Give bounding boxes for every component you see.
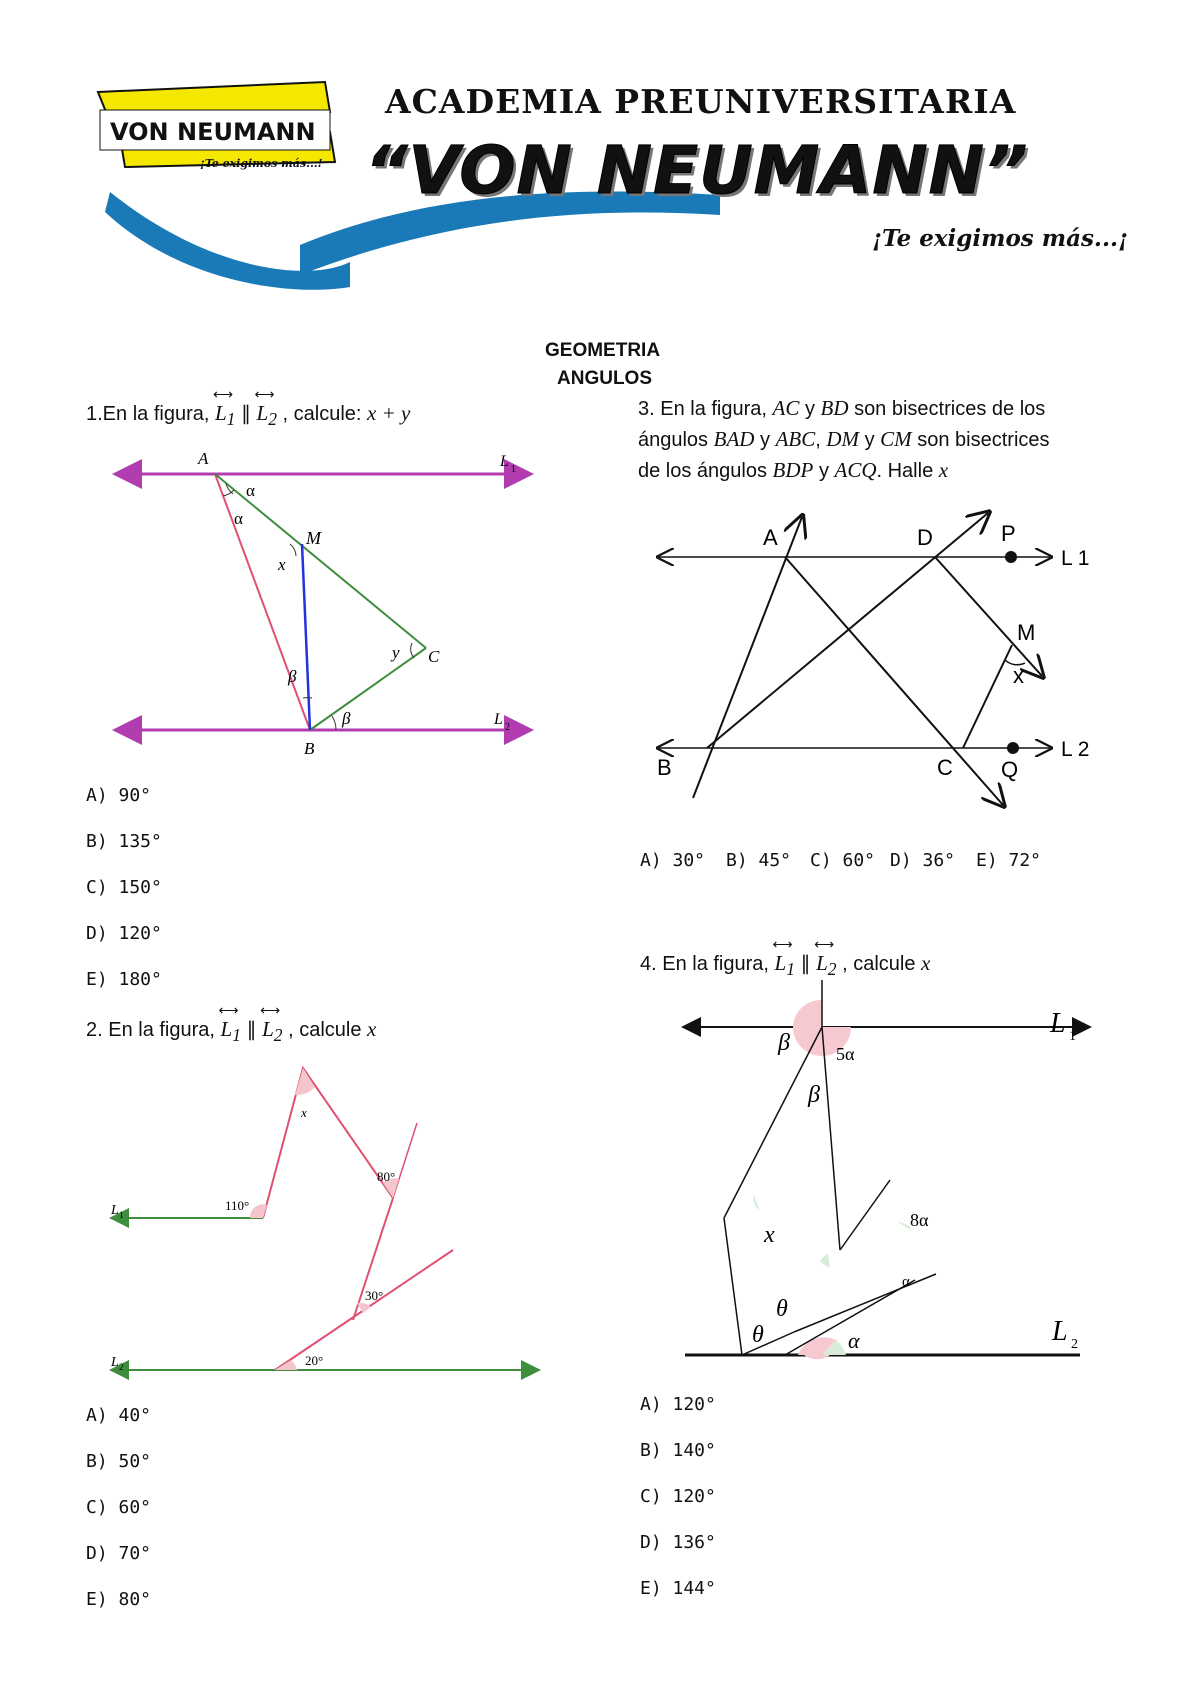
q3-label-x: x bbox=[1013, 663, 1024, 688]
q3-option-c[interactable]: C) 60° bbox=[810, 850, 876, 871]
q4-option-d[interactable]: D) 136° bbox=[640, 1532, 716, 1553]
q2-option-b[interactable]: B) 50° bbox=[86, 1451, 152, 1472]
q4-label-theta1: θ bbox=[776, 1296, 788, 1322]
q4-label-l1: L bbox=[1050, 1008, 1066, 1039]
q3-label-l2: L 2 bbox=[1061, 738, 1090, 761]
q1-label-beta1: β bbox=[288, 667, 297, 686]
subject-heading: GEOMETRIA bbox=[545, 340, 661, 361]
q4-option-c[interactable]: C) 120° bbox=[640, 1486, 716, 1507]
q2-label-20: 20° bbox=[305, 1353, 324, 1368]
q3-option-e[interactable]: E) 72° bbox=[976, 850, 1042, 871]
q2-option-d[interactable]: D) 70° bbox=[86, 1543, 152, 1564]
q4-label-beta1: β bbox=[778, 1030, 790, 1056]
q1-segment-bc bbox=[310, 648, 426, 730]
q4-option-e[interactable]: E) 144° bbox=[640, 1578, 716, 1599]
q2-label-110: 110° bbox=[225, 1198, 250, 1213]
academy-title: ACADEMIA PREUNIVERSITARIA bbox=[385, 82, 1017, 121]
q1-label-a: A bbox=[198, 449, 209, 468]
q4-segment-lower-left bbox=[724, 1218, 742, 1355]
q1-line1: ⟷ $L_1$ bbox=[215, 398, 235, 434]
q4-statement bbox=[640, 948, 930, 984]
q2-label-l2-sub: 2 bbox=[119, 1362, 124, 1372]
q2-suffix: , calcule bbox=[288, 1019, 362, 1041]
q1-label-alpha2: α bbox=[234, 509, 243, 528]
q1-option-a[interactable]: A) 90° bbox=[86, 785, 152, 806]
q2-figure bbox=[105, 1055, 545, 1385]
q4-label-5alpha: 5α bbox=[836, 1044, 855, 1064]
q3-point-p bbox=[1005, 551, 1017, 563]
q3-statement bbox=[638, 393, 1050, 486]
q2-label-l2: L bbox=[111, 1355, 119, 1370]
q1-line2: ⟷ $L_2$ bbox=[257, 398, 277, 434]
q2-line2: ⟷ $L_2$ bbox=[262, 1014, 282, 1050]
q4-parallel: ∥ bbox=[800, 953, 811, 975]
q2-line1: ⟷ $L_1$ bbox=[221, 1014, 241, 1050]
q1-label-l2-sub: 2 bbox=[505, 722, 510, 733]
q3-label-a: A bbox=[763, 525, 778, 550]
q4-label-alpha2: α bbox=[848, 1328, 860, 1353]
q1-option-b[interactable]: B) 135° bbox=[86, 831, 162, 852]
q1-label-l2: L bbox=[494, 711, 503, 728]
q1-figure bbox=[110, 448, 540, 768]
q1-option-c[interactable]: C) 150° bbox=[86, 877, 162, 898]
q2-option-a[interactable]: A) 40° bbox=[86, 1405, 152, 1426]
q1-option-d[interactable]: D) 120° bbox=[86, 923, 162, 944]
q3-line-2: ángulos BAD y ABC, DM y CM son bisectrices bbox=[638, 427, 1050, 451]
q4-option-a[interactable]: A) 120° bbox=[640, 1394, 716, 1415]
q1-label-alpha1: α bbox=[246, 481, 255, 500]
q3-line-3: de los ángulos BDP y ACQ. Halle x bbox=[638, 458, 949, 482]
q4-variable: x bbox=[921, 951, 931, 975]
q2-option-e[interactable]: E) 80° bbox=[86, 1589, 152, 1610]
q1-prefix: 1.En la figura, bbox=[86, 403, 210, 425]
q3-line-dm bbox=[935, 557, 1042, 676]
q4-label-x: x bbox=[764, 1222, 775, 1248]
q2-label-80: 80° bbox=[377, 1169, 396, 1184]
q2-label-l1: L bbox=[111, 1203, 119, 1218]
q1-segment-mb bbox=[302, 544, 310, 730]
q1-parallel: ∥ bbox=[240, 403, 251, 425]
q3-line-1: 3. En la figura, AC y BD son bisectrices de los bbox=[638, 396, 1046, 420]
q3-label-d: D bbox=[917, 525, 933, 550]
q3-figure bbox=[655, 505, 1115, 810]
q2-statement bbox=[86, 1014, 376, 1050]
academy-name: “VON NEUMANN” bbox=[365, 132, 1029, 209]
q4-segment-upper-left bbox=[724, 1027, 822, 1218]
q1-option-e[interactable]: E) 180° bbox=[86, 969, 162, 990]
academy-slogan: ¡Te exigimos más...¡ bbox=[872, 225, 1129, 252]
q2-label-l1-sub: 1 bbox=[119, 1210, 124, 1220]
q4-label-alpha1: α bbox=[902, 1274, 910, 1290]
q1-label-l1: L bbox=[500, 453, 509, 470]
q4-label-l2: L bbox=[1052, 1316, 1068, 1347]
q4-figure bbox=[680, 980, 1100, 1360]
q3-label-l1: L 1 bbox=[1061, 547, 1090, 570]
q1-label-x: x bbox=[278, 555, 286, 574]
q4-suffix: , calcule bbox=[842, 953, 916, 975]
q1-label-y: y bbox=[392, 643, 400, 662]
q3-label-m: M bbox=[1017, 620, 1036, 645]
q1-expression: x + y bbox=[367, 401, 411, 425]
q3-option-a[interactable]: A) 30° bbox=[640, 850, 706, 871]
q2-zigzag bbox=[263, 1068, 396, 1320]
q2-label-x: x bbox=[301, 1105, 307, 1120]
q3-label-p: P bbox=[1001, 521, 1016, 546]
q3-option-d[interactable]: D) 36° bbox=[890, 850, 956, 871]
q1-statement bbox=[86, 398, 410, 434]
q3-label-c: C bbox=[937, 755, 953, 780]
q1-label-c: C bbox=[428, 647, 440, 666]
q2-variable: x bbox=[367, 1017, 377, 1041]
q1-suffix: , calcule: bbox=[282, 403, 362, 425]
q4-option-b[interactable]: B) 140° bbox=[640, 1440, 716, 1461]
q4-line2: ⟷ $L_2$ bbox=[816, 948, 836, 984]
logo-name: VON NEUMANN bbox=[110, 118, 316, 146]
q4-label-l1-sub: 1 bbox=[1069, 1029, 1076, 1044]
q4-label-theta2: θ bbox=[752, 1322, 764, 1348]
q1-label-beta2: β bbox=[342, 709, 351, 728]
q4-label-l2-sub: 2 bbox=[1071, 1337, 1078, 1352]
q2-option-c[interactable]: C) 60° bbox=[86, 1497, 152, 1518]
q3-label-b: B bbox=[657, 755, 672, 780]
q1-label-l1-sub: 1 bbox=[511, 464, 516, 475]
q1-label-m: M bbox=[306, 528, 321, 548]
q1-label-b: B bbox=[304, 739, 315, 758]
q4-prefix: 4. En la figura, bbox=[640, 953, 769, 975]
q4-label-8alpha: 8α bbox=[910, 1210, 929, 1230]
q3-option-b[interactable]: B) 45° bbox=[726, 850, 792, 871]
q3-label-q: Q bbox=[1001, 757, 1019, 782]
q4-ray bbox=[794, 1274, 936, 1332]
q3-line-ac bbox=[785, 557, 1003, 805]
q3-point-q bbox=[1007, 742, 1019, 754]
q2-parallel: ∥ bbox=[246, 1019, 257, 1041]
q4-line1: ⟷ $L_1$ bbox=[775, 948, 795, 984]
topic-heading: ANGULOS bbox=[557, 368, 652, 389]
q3-line-bd bbox=[707, 513, 988, 748]
q2-label-30: 30° bbox=[365, 1288, 384, 1303]
logo-slogan: ¡Te exigimos más...! bbox=[200, 157, 323, 170]
q2-prefix: 2. En la figura, bbox=[86, 1019, 215, 1041]
q4-label-beta2: β bbox=[808, 1082, 820, 1108]
